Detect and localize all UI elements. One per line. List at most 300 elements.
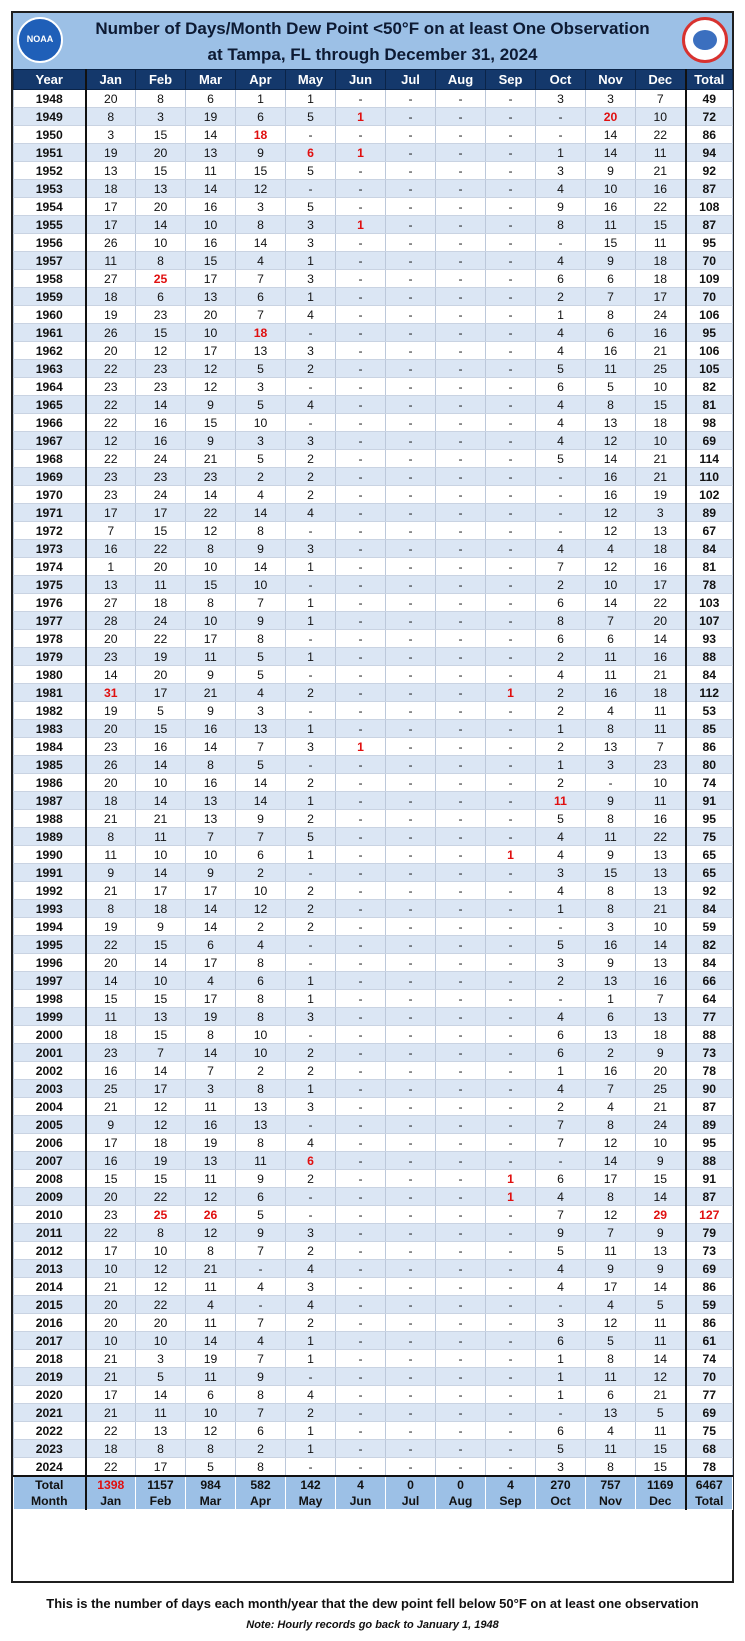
cell-sep: - [486, 306, 536, 324]
table-row [14, 1206, 733, 1224]
cell-jan: 18 [86, 1026, 136, 1044]
total-value: 1398 [97, 1478, 125, 1492]
cell-nov: 8 [586, 720, 636, 738]
table-row [14, 1062, 733, 1080]
cell-feb: 14 [136, 1062, 186, 1080]
cell-jun: - [336, 1440, 386, 1458]
cell-sep: - [486, 1440, 536, 1458]
cell-sep: - [486, 1026, 536, 1044]
cell-feb: 15 [136, 990, 186, 1008]
total-month-label: Nov [598, 1494, 623, 1508]
cell-jun: - [336, 1188, 386, 1206]
total-value: 1169 [647, 1478, 674, 1492]
cell-sep: - [486, 1404, 536, 1422]
cell-mar: 10 [186, 846, 236, 864]
cell-nov: 13 [586, 972, 636, 990]
total-month-label: Apr [250, 1494, 271, 1508]
cell-jun: - [336, 702, 386, 720]
cell-total: 95 [686, 810, 733, 828]
cell-oct: 6 [536, 1044, 586, 1062]
cell-aug: - [436, 396, 486, 414]
year-cell: 1979 [14, 648, 86, 666]
cell-feb: 5 [136, 1368, 186, 1386]
table-row [14, 1080, 733, 1098]
cell-jun: - [336, 720, 386, 738]
cell-dec: 17 [636, 576, 686, 594]
cell-jan: 17 [86, 504, 136, 522]
cell-apr: 14 [236, 774, 286, 792]
cell-apr: 10 [236, 882, 286, 900]
cell-may: 1 [286, 1440, 336, 1458]
cell-feb: 14 [136, 216, 186, 234]
cell-aug: - [436, 828, 486, 846]
year-cell: 1996 [14, 954, 86, 972]
cell-may: 3 [286, 1008, 336, 1026]
cell-may: 3 [286, 1278, 336, 1296]
cell-feb: 14 [136, 756, 186, 774]
cell-total: 89 [686, 1116, 733, 1134]
cell-jul: - [386, 864, 436, 882]
cell-jan: 22 [86, 396, 136, 414]
cell-nov: 4 [586, 702, 636, 720]
cell-apr: 14 [236, 504, 286, 522]
cell-jul: - [386, 1440, 436, 1458]
cell-sep: - [486, 1008, 536, 1026]
cell-feb: 23 [136, 378, 186, 396]
cell-feb: 17 [136, 1080, 186, 1098]
cell-jun: - [336, 594, 386, 612]
cell-dec: 13 [636, 882, 686, 900]
year-cell: 2020 [14, 1386, 86, 1404]
cell-jun: - [336, 1098, 386, 1116]
cell-nov: 12 [586, 432, 636, 450]
cell-jun: - [336, 1080, 386, 1098]
cell-nov: 7 [586, 1224, 636, 1242]
cell-total: 53 [686, 702, 733, 720]
cell-apr: 4 [236, 1332, 286, 1350]
cell-jan: 3 [86, 126, 136, 144]
cell-may: 2 [286, 1314, 336, 1332]
year-cell: 2007 [14, 1152, 86, 1170]
cell-dec: 21 [636, 162, 686, 180]
cell-sep: - [486, 774, 536, 792]
cell-feb: 3 [136, 1350, 186, 1368]
cell-dec: 21 [636, 468, 686, 486]
cell-oct: 4 [536, 396, 586, 414]
totals-label-top: Total [35, 1478, 64, 1492]
total-jan [86, 1476, 136, 1510]
cell-mar: 14 [186, 900, 236, 918]
cell-oct: 4 [536, 180, 586, 198]
cell-feb: 16 [136, 738, 186, 756]
cell-apr: 9 [236, 612, 286, 630]
cell-aug: - [436, 144, 486, 162]
total-value: 0 [457, 1478, 464, 1492]
cell-mar: 8 [186, 1026, 236, 1044]
cell-feb: 13 [136, 1008, 186, 1026]
cell-oct: 2 [536, 1098, 586, 1116]
cell-jul: - [386, 972, 436, 990]
cell-may: 1 [286, 90, 336, 108]
cell-dec: 21 [636, 1098, 686, 1116]
cell-jun: - [336, 1386, 386, 1404]
cell-total: 67 [686, 522, 733, 540]
total-month-label: Jun [349, 1494, 372, 1508]
cell-mar: 26 [186, 1206, 236, 1224]
cell-nov: 4 [586, 1422, 636, 1440]
year-cell: 2018 [14, 1350, 86, 1368]
total-month-label: Jul [401, 1494, 420, 1508]
cell-jun: - [336, 666, 386, 684]
cell-may: 4 [286, 1260, 336, 1278]
cell-jan: 22 [86, 936, 136, 954]
year-cell: 1985 [14, 756, 86, 774]
cell-dec: 25 [636, 1080, 686, 1098]
cell-sep: 1 [486, 846, 536, 864]
cell-may: 1 [286, 594, 336, 612]
cell-sep: - [486, 1224, 536, 1242]
cell-sep: - [486, 972, 536, 990]
cell-sep: - [486, 1044, 536, 1062]
cell-mar: 6 [186, 90, 236, 108]
cell-dec: 20 [636, 612, 686, 630]
table-row [14, 1422, 733, 1440]
cell-jun: - [336, 342, 386, 360]
cell-apr: 6 [236, 1422, 286, 1440]
cell-oct: 5 [536, 1242, 586, 1260]
cell-jan: 21 [86, 1350, 136, 1368]
cell-mar: 7 [186, 1062, 236, 1080]
cell-mar: 21 [186, 684, 236, 702]
cell-dec: 7 [636, 90, 686, 108]
cell-jun: - [336, 630, 386, 648]
year-cell: 2024 [14, 1458, 86, 1477]
cell-oct: 4 [536, 1260, 586, 1278]
cell-sep: - [486, 396, 536, 414]
cell-aug: - [436, 810, 486, 828]
cell-mar: 14 [186, 1044, 236, 1062]
cell-dec: 11 [636, 792, 686, 810]
cell-aug: - [436, 1296, 486, 1314]
total-feb [136, 1476, 186, 1510]
cell-mar: 17 [186, 954, 236, 972]
cell-sep: - [486, 252, 536, 270]
cell-jul: - [386, 1386, 436, 1404]
cell-oct: - [536, 1296, 586, 1314]
cell-jun: - [336, 1170, 386, 1188]
cell-mar: 8 [186, 540, 236, 558]
cell-may: 5 [286, 108, 336, 126]
table-row [14, 1170, 733, 1188]
cell-mar: 14 [186, 126, 236, 144]
cell-jun: - [336, 756, 386, 774]
cell-jul: - [386, 648, 436, 666]
cell-total: 49 [686, 90, 733, 108]
cell-mar: 3 [186, 1080, 236, 1098]
cell-dec: 16 [636, 810, 686, 828]
cell-mar: 21 [186, 450, 236, 468]
cell-nov: 4 [586, 1098, 636, 1116]
column-header-apr: Apr [236, 70, 286, 90]
cell-jan: 1 [86, 558, 136, 576]
cell-jul: - [386, 504, 436, 522]
cell-feb: 10 [136, 234, 186, 252]
cell-feb: 18 [136, 594, 186, 612]
cell-dec: 10 [636, 108, 686, 126]
title-banner [13, 13, 732, 69]
cell-total: 65 [686, 864, 733, 882]
cell-aug: - [436, 252, 486, 270]
cell-feb: 15 [136, 1026, 186, 1044]
cell-nov: 14 [586, 126, 636, 144]
cell-may: 1 [286, 972, 336, 990]
cell-sep: - [486, 216, 536, 234]
cell-dec: 22 [636, 828, 686, 846]
cell-oct: 5 [536, 1440, 586, 1458]
table-row [14, 864, 733, 882]
cell-jun: - [336, 486, 386, 504]
cell-feb: 12 [136, 1260, 186, 1278]
cell-aug: - [436, 1242, 486, 1260]
cell-jan: 22 [86, 450, 136, 468]
cell-sep: - [486, 648, 536, 666]
year-cell: 1983 [14, 720, 86, 738]
cell-dec: 22 [636, 594, 686, 612]
cell-jul: - [386, 1350, 436, 1368]
cell-jan: 28 [86, 612, 136, 630]
cell-jul: - [386, 486, 436, 504]
cell-mar: 9 [186, 864, 236, 882]
total-dec [636, 1476, 686, 1510]
cell-apr: 1 [236, 90, 286, 108]
cell-jan: 20 [86, 720, 136, 738]
cell-nov: 3 [586, 756, 636, 774]
table-row [14, 1386, 733, 1404]
cell-oct: 2 [536, 774, 586, 792]
year-cell: 2015 [14, 1296, 86, 1314]
total-nov [586, 1476, 636, 1510]
cell-mar: 13 [186, 810, 236, 828]
cell-apr: 18 [236, 324, 286, 342]
cell-feb: 11 [136, 1404, 186, 1422]
table-row [14, 162, 733, 180]
cell-may: 1 [286, 252, 336, 270]
cell-oct: 6 [536, 1026, 586, 1044]
cell-total: 87 [686, 216, 733, 234]
cell-may: 1 [286, 1350, 336, 1368]
cell-dec: 18 [636, 684, 686, 702]
year-cell: 1962 [14, 342, 86, 360]
cell-total: 107 [686, 612, 733, 630]
cell-jul: - [386, 846, 436, 864]
cell-may: - [286, 1188, 336, 1206]
year-cell: 2003 [14, 1080, 86, 1098]
cell-oct: 2 [536, 288, 586, 306]
cell-nov: 14 [586, 1152, 636, 1170]
cell-aug: - [436, 1368, 486, 1386]
table-row [14, 1008, 733, 1026]
cell-sep: - [486, 1368, 536, 1386]
cell-apr: 4 [236, 936, 286, 954]
cell-nov: 8 [586, 900, 636, 918]
cell-jan: 22 [86, 1224, 136, 1242]
table-row [14, 1458, 733, 1477]
cell-apr: 10 [236, 1026, 286, 1044]
cell-mar: 15 [186, 576, 236, 594]
table-row [14, 540, 733, 558]
cell-apr: 5 [236, 360, 286, 378]
cell-mar: 15 [186, 414, 236, 432]
cell-nov: 8 [586, 306, 636, 324]
cell-jan: 23 [86, 1044, 136, 1062]
cell-mar: 14 [186, 738, 236, 756]
cell-dec: 15 [636, 1440, 686, 1458]
nws-tampa-bay-logo [682, 17, 728, 63]
cell-dec: 18 [636, 1026, 686, 1044]
cell-jun: 1 [336, 738, 386, 756]
cell-jan: 20 [86, 1314, 136, 1332]
cell-feb: 20 [136, 198, 186, 216]
cell-feb: 8 [136, 252, 186, 270]
cell-jun: - [336, 684, 386, 702]
cell-total: 72 [686, 108, 733, 126]
cell-sep: - [486, 702, 536, 720]
cell-jul: - [386, 828, 436, 846]
cell-jun: - [336, 918, 386, 936]
cell-feb: 12 [136, 342, 186, 360]
cell-total: 93 [686, 630, 733, 648]
cell-mar: 12 [186, 1422, 236, 1440]
cell-jul: - [386, 1332, 436, 1350]
cell-mar: 10 [186, 324, 236, 342]
total-month-label: Aug [448, 1494, 473, 1508]
cell-jan: 21 [86, 1098, 136, 1116]
cell-jul: - [386, 792, 436, 810]
year-cell: 1961 [14, 324, 86, 342]
cell-mar: 14 [186, 1332, 236, 1350]
cell-jan: 26 [86, 234, 136, 252]
cell-jun: - [336, 936, 386, 954]
year-cell: 2000 [14, 1026, 86, 1044]
year-cell: 1998 [14, 990, 86, 1008]
cell-may: - [286, 414, 336, 432]
cell-nov: 4 [586, 540, 636, 558]
cell-apr: 8 [236, 522, 286, 540]
cell-feb: 17 [136, 504, 186, 522]
cell-sep: - [486, 1332, 536, 1350]
cell-sep: - [486, 126, 536, 144]
cell-total: 127 [686, 1206, 733, 1224]
cell-sep: - [486, 630, 536, 648]
cell-oct: 2 [536, 684, 586, 702]
cell-apr: - [236, 1296, 286, 1314]
cell-sep: - [486, 1116, 536, 1134]
cell-jan: 22 [86, 360, 136, 378]
cell-mar: 8 [186, 756, 236, 774]
cell-total: 109 [686, 270, 733, 288]
table-row [14, 828, 733, 846]
cell-dec: 7 [636, 738, 686, 756]
cell-sep: - [486, 936, 536, 954]
cell-aug: - [436, 954, 486, 972]
cell-total: 85 [686, 720, 733, 738]
cell-nov: 12 [586, 1134, 636, 1152]
total-month-label: Sep [499, 1494, 522, 1508]
cell-jun: - [336, 648, 386, 666]
cell-may: 2 [286, 1170, 336, 1188]
cell-nov: 7 [586, 612, 636, 630]
cell-jan: 7 [86, 522, 136, 540]
table-row [14, 882, 733, 900]
cell-jul: - [386, 774, 436, 792]
cell-feb: 8 [136, 90, 186, 108]
cell-mar: 12 [186, 1224, 236, 1242]
cell-jun: - [336, 1296, 386, 1314]
total-jun [336, 1476, 386, 1510]
table-row [14, 1116, 733, 1134]
cell-total: 78 [686, 1062, 733, 1080]
total-oct [536, 1476, 586, 1510]
cell-nov: 9 [586, 846, 636, 864]
cell-feb: 15 [136, 720, 186, 738]
cell-jul: - [386, 1242, 436, 1260]
table-row [14, 1224, 733, 1242]
cell-dec: 17 [636, 288, 686, 306]
year-cell: 2001 [14, 1044, 86, 1062]
cell-may: 1 [286, 288, 336, 306]
cell-mar: 17 [186, 990, 236, 1008]
table-row [14, 558, 733, 576]
cell-mar: 22 [186, 504, 236, 522]
cell-mar: 15 [186, 252, 236, 270]
cell-jun: - [336, 504, 386, 522]
cell-may: - [286, 666, 336, 684]
cell-jun: - [336, 1206, 386, 1224]
year-cell: 1997 [14, 972, 86, 990]
cell-dec: 16 [636, 648, 686, 666]
cell-oct: 7 [536, 1134, 586, 1152]
cell-dec: 10 [636, 918, 686, 936]
cell-apr: 8 [236, 990, 286, 1008]
cell-jun: - [336, 1422, 386, 1440]
cell-mar: 10 [186, 216, 236, 234]
cell-jun: - [336, 306, 386, 324]
cell-jun: - [336, 828, 386, 846]
cell-jun: - [336, 1314, 386, 1332]
cell-may: 4 [286, 1296, 336, 1314]
cell-sep: - [486, 1206, 536, 1224]
cell-sep: - [486, 1080, 536, 1098]
table-row [14, 1404, 733, 1422]
cell-feb: 13 [136, 180, 186, 198]
cell-total: 70 [686, 252, 733, 270]
cell-jun: - [336, 1008, 386, 1026]
cell-dec: 13 [636, 954, 686, 972]
year-cell: 1992 [14, 882, 86, 900]
cell-mar: 9 [186, 432, 236, 450]
cell-may: - [286, 324, 336, 342]
cell-may: 3 [286, 270, 336, 288]
cell-jun: - [336, 612, 386, 630]
cell-feb: 17 [136, 882, 186, 900]
cell-mar: 12 [186, 522, 236, 540]
cell-nov: 17 [586, 1170, 636, 1188]
cell-jul: - [386, 1314, 436, 1332]
cell-dec: 13 [636, 1008, 686, 1026]
cell-aug: - [436, 180, 486, 198]
cell-apr: 10 [236, 576, 286, 594]
cell-aug: - [436, 720, 486, 738]
